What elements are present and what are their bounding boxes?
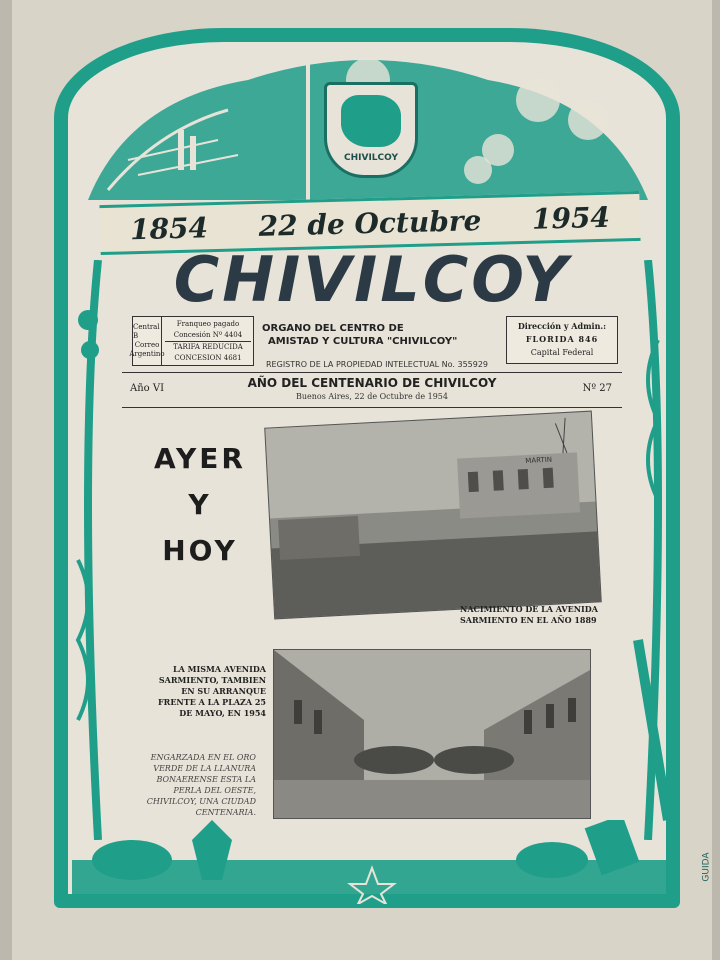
issue-date: Buenos Aires, 22 de Octubre de 1954	[296, 392, 448, 401]
photo-1889-sign: MARTIN	[525, 455, 553, 466]
postal-line-2: Concesión Nº 4404	[173, 331, 243, 339]
postal-vertical-2: Correo	[134, 341, 160, 349]
issue-year: Año VI	[130, 383, 165, 394]
photo-avenida-1889	[265, 412, 600, 619]
right-ornament	[618, 260, 678, 840]
shield-emblem	[324, 82, 418, 178]
postal-box	[129, 316, 254, 366]
postal-vertical-1: Central B	[133, 323, 160, 340]
headline-word-1: AYER	[154, 442, 246, 475]
left-ornament	[68, 260, 128, 840]
address-box	[506, 316, 618, 364]
ribbon-year-end: 1954	[531, 200, 611, 236]
bottom-illustration	[72, 820, 672, 904]
masthead-title: CHIVILCOY	[173, 243, 571, 316]
issue-number: Nº 27	[582, 383, 612, 394]
postal-line-3: TARIFA REDUCIDA	[165, 341, 251, 353]
ribbon-date: 22 de Octubre	[258, 203, 482, 243]
organ-line-1: ORGANO DEL CENTRO DE	[262, 323, 404, 334]
photo-1889-image	[265, 412, 600, 619]
headline-word-2: Y	[188, 488, 212, 521]
postal-line-1: Franqueo pagado	[176, 320, 240, 328]
headline-word-3: HOY	[162, 534, 238, 567]
postal-line-4: CONCESION 4681	[174, 354, 242, 362]
ribbon-year-start: 1854	[129, 210, 209, 246]
organ-text	[262, 322, 502, 348]
artist-signature: GUIDA	[701, 852, 712, 882]
magazine-cover	[12, 0, 712, 960]
caption-perla: ENGARZADA EN EL ORO VERDE DE LA LLANURA BONAERENSE ESTA LA PERLA DEL OESTE, CHIVILCOY, UNA CIUDAD CENTENARIA.	[146, 753, 256, 817]
address-line-2: FLORIDA 846	[525, 334, 599, 344]
shield-map	[341, 95, 401, 147]
postal-rows	[165, 319, 251, 364]
address-line-3: Capital Federal	[530, 348, 594, 357]
postal-vertical	[129, 317, 165, 365]
registro-text: REGISTRO DE LA PROPIEDAD INTELECTUAL No. 355929	[266, 360, 489, 369]
caption-1954: LA MISMA AVENIDA SARMIENTO, TAMBIEN EN SU ARRANQUE FRENTE A LA PLAZA 25 DE MAYO, EN 1954	[158, 664, 266, 718]
address-line-1: Dirección y Admin.:	[517, 321, 607, 331]
centenario-title: AÑO DEL CENTENARIO DE CHIVILCOY	[247, 376, 497, 390]
postal-vertical-3: Argentino	[129, 350, 165, 358]
caption-1889: NACIMIENTO DE LA AVENIDA SARMIENTO EN EL AÑO 1889	[460, 604, 598, 625]
photo-avenida-1954	[274, 650, 590, 818]
headline	[150, 436, 250, 574]
dateline-bar	[122, 372, 622, 408]
shield-text: CHIVILCOY	[344, 153, 398, 163]
organ-line-2: AMISTAD Y CULTURA "CHIVILCOY"	[268, 336, 458, 347]
photo-1954-image	[274, 650, 590, 818]
